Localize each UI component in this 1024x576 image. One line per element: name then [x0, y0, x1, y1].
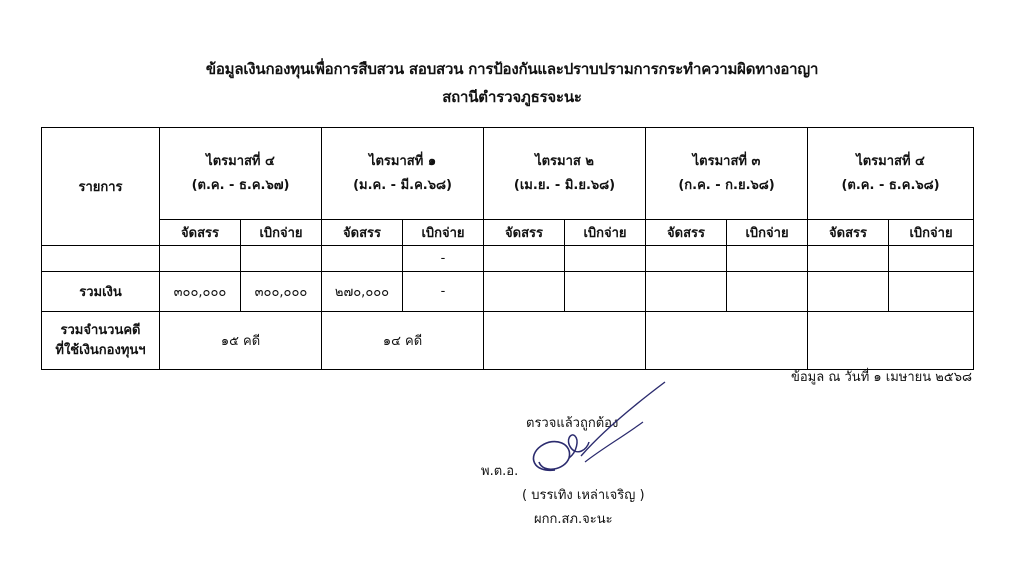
signer-rank: พ.ต.อ.	[481, 464, 519, 479]
cases-count	[808, 312, 974, 370]
table-cell: ๓๐๐,๐๐๐	[241, 272, 322, 312]
quarter-period: (ต.ค. - ธ.ค.๖๗)	[191, 177, 290, 193]
signer-position: ผกก.สภ.จะนะ	[534, 512, 613, 527]
cases-label	[42, 312, 160, 370]
quarter-label: ไตรมาสที่ ๔	[856, 153, 925, 169]
quarter-header-row	[42, 128, 974, 220]
allocated-header: จัดสรร	[160, 220, 241, 246]
allocated-header: จัดสรร	[808, 220, 889, 246]
cases-count: ๑๕ คดี	[160, 312, 322, 370]
table-cell	[241, 246, 322, 272]
table-cell	[889, 272, 974, 312]
table-cell	[646, 246, 727, 272]
table-cell: ๓๐๐,๐๐๐	[160, 272, 241, 312]
table-cell: -	[403, 246, 484, 272]
quarter-header	[646, 128, 808, 220]
item-header: รายการ	[42, 128, 160, 246]
table-cell	[565, 272, 646, 312]
quarter-label: ไตรมาสที่ ๔	[206, 153, 275, 169]
table-cell	[646, 272, 727, 312]
quarter-period: (เม.ย. - มิ.ย.๖๘)	[513, 177, 616, 193]
cases-count	[484, 312, 646, 370]
total-row	[42, 272, 974, 312]
disbursed-header: เบิกจ่าย	[241, 220, 322, 246]
station-name: สถานีตำรวจภูธรจะนะ	[442, 88, 582, 106]
fund-table	[41, 127, 974, 370]
table-cell	[808, 272, 889, 312]
table-cell	[808, 246, 889, 272]
table-cell	[322, 246, 403, 272]
verified-text: ตรวจแล้วถูกต้อง	[526, 416, 619, 431]
data-as-of-note: ข้อมูล ณ วันที่ ๑ เมษายน ๒๕๖๘	[790, 370, 972, 385]
table-cell	[42, 246, 160, 272]
disbursed-header: เบิกจ่าย	[889, 220, 974, 246]
table-cell	[484, 272, 565, 312]
quarter-header	[322, 128, 484, 220]
allocated-header: จัดสรร	[322, 220, 403, 246]
quarter-label: ไตรมาส ๒	[535, 153, 594, 169]
total-label: รวมเงิน	[42, 272, 160, 312]
cases-label-line1: รวมจำนวนคดี	[60, 322, 141, 338]
cases-count: ๑๔ คดี	[322, 312, 484, 370]
sub-header-row	[42, 220, 974, 246]
quarter-header	[484, 128, 646, 220]
cases-row	[42, 312, 974, 370]
signer-name: ( บรรเทิง เหล่าเจริญ )	[522, 488, 645, 503]
quarter-header	[160, 128, 322, 220]
quarter-period: (ต.ค. - ธ.ค.๖๘)	[841, 177, 940, 193]
cases-label-line2: ที่ใช้เงินกองทุนฯ	[55, 342, 146, 358]
quarter-label: ไตรมาสที่ ๓	[692, 153, 761, 169]
quarter-label: ไตรมาสที่ ๑	[368, 153, 437, 169]
disbursed-header: เบิกจ่าย	[403, 220, 484, 246]
table-cell: ๒๗๐,๐๐๐	[322, 272, 403, 312]
table-cell	[889, 246, 974, 272]
table-cell	[565, 246, 646, 272]
table-cell	[160, 246, 241, 272]
disbursed-header: เบิกจ่าย	[727, 220, 808, 246]
quarter-header	[808, 128, 974, 220]
quarter-period: (ม.ค. - มี.ค.๖๘)	[353, 177, 452, 193]
table-cell	[727, 246, 808, 272]
quarter-period: (ก.ค. - ก.ย.๖๘)	[678, 177, 775, 193]
signature-icon	[525, 378, 675, 488]
allocated-header: จัดสรร	[646, 220, 727, 246]
disbursed-header: เบิกจ่าย	[565, 220, 646, 246]
allocated-header: จัดสรร	[484, 220, 565, 246]
table-cell: -	[403, 272, 484, 312]
blank-row	[42, 246, 974, 272]
table-cell	[727, 272, 808, 312]
document-title: ข้อมูลเงินกองทุนเพื่อการสืบสวน สอบสวน การป้องกันและปราบปรามการกระทำความผิดทางอาญา	[205, 60, 819, 78]
cases-count	[646, 312, 808, 370]
table-cell	[484, 246, 565, 272]
